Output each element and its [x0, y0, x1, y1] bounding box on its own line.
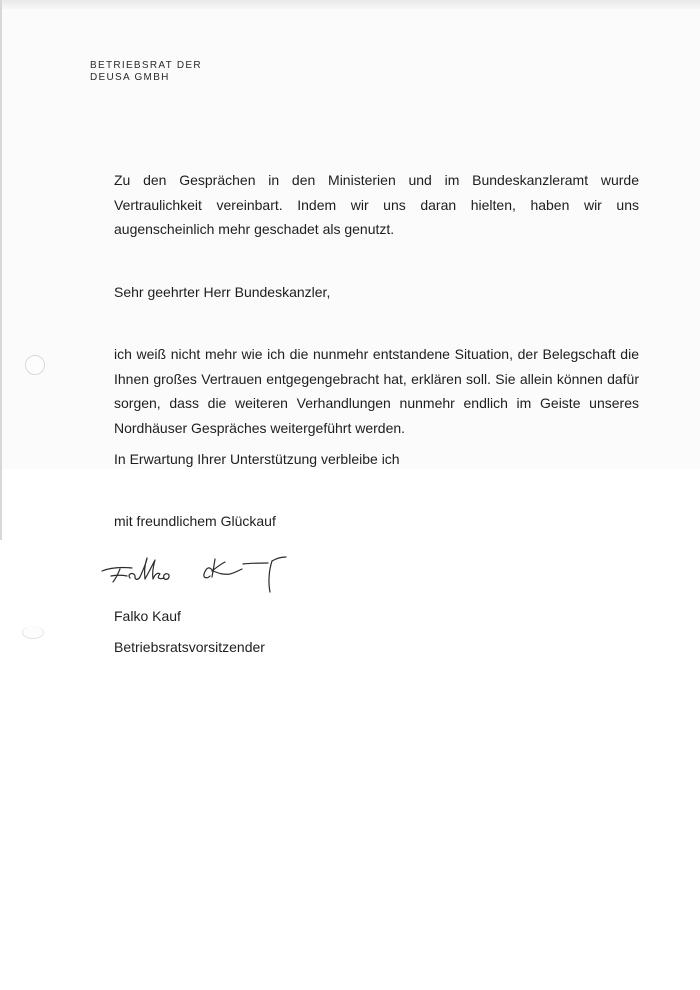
- punch-hole-upper: [25, 355, 45, 375]
- body-paragraph-2: [114, 342, 639, 440]
- signer-title-text: Betriebsratsvorsitzender: [114, 639, 265, 655]
- punch-hole-lower: [22, 626, 44, 639]
- body-paragraph-3: [114, 447, 639, 472]
- signer-name-text: Falko Kauf: [114, 608, 181, 624]
- signer-title: [114, 635, 639, 660]
- handwritten-signature: [100, 540, 310, 600]
- letterhead-line-1: BETRIEBSRAT DER: [90, 60, 202, 71]
- closing-text: mit freundlichem Glückauf: [114, 513, 276, 529]
- scan-top-edge: [0, 0, 700, 9]
- paragraph-text: ich weiß nicht mehr wie ich die nunmehr entstandene Situation, der Belegschaft die Ihnen großes Vertrauen entgegengebracht hat, erklären soll. Sie allein können dafür sorgen, dass die weiteren Verhandlungen nunmehr endlich im Geiste unseres Nordhäuser Gespräches weitergeführt werden.: [114, 346, 639, 436]
- scan-left-edge: [0, 0, 2, 540]
- letterhead-line-2: DEUSA GMBH: [90, 72, 170, 83]
- salutation-text: Sehr geehrter Herr Bundeskanzler,: [114, 284, 331, 300]
- salutation: [114, 280, 639, 305]
- letterhead: [90, 60, 202, 84]
- paragraph-text: In Erwartung Ihrer Unterstützung verbleibe ich: [114, 451, 400, 467]
- signer-name: [114, 604, 639, 629]
- closing-phrase: [114, 509, 639, 534]
- paragraph-text: Zu den Gesprächen in den Ministerien und im Bundeskanzleramt wurde Vertraulichkeit vereinbart. Indem wir uns daran hielten, haben wir uns augenscheinlich mehr geschadet als genutzt.: [114, 172, 639, 237]
- body-paragraph-1: [114, 168, 639, 242]
